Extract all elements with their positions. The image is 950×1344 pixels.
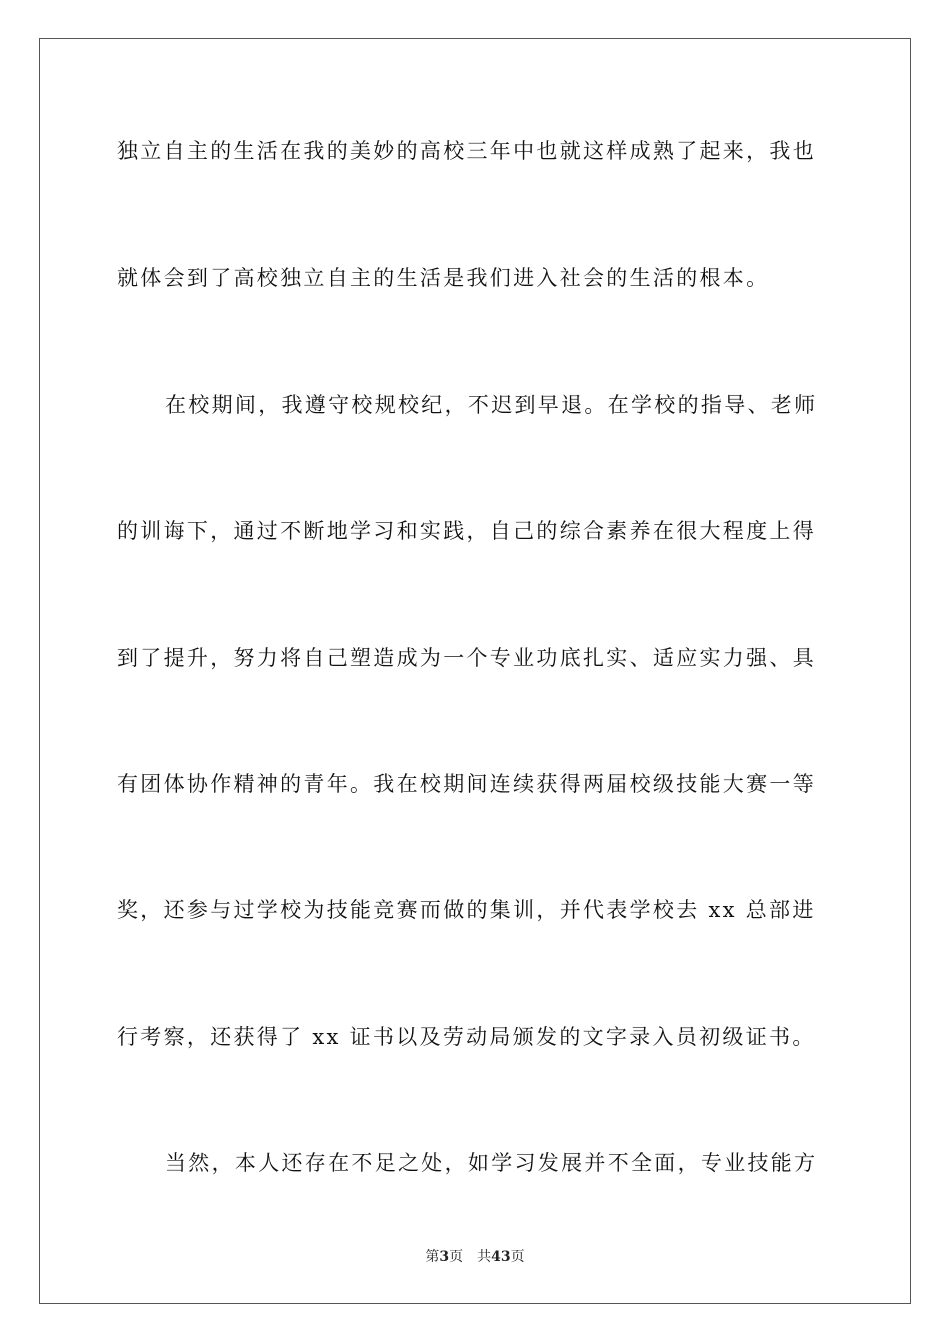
footer-page-prefix: 第 xyxy=(425,1249,440,1265)
body-text-line-6: 有团体协作精神的青年。我在校期间连续获得两届校级技能大赛一等 xyxy=(117,772,816,796)
footer-total-suffix: 页 xyxy=(510,1249,525,1265)
page-footer xyxy=(0,1247,950,1267)
footer-total-prefix: 共 xyxy=(477,1249,492,1265)
footer-page-total: 43 xyxy=(491,1249,511,1265)
body-text-line-1: 独立自主的生活在我的美妙的高校三年中也就这样成熟了起来，我也 xyxy=(117,139,816,163)
body-text-line-8: 行考察，还获得了 xx 证书以及劳动局颁发的文字录入员初级证书。 xyxy=(117,1025,816,1049)
body-text-line-2: 就体会到了高校独立自主的生活是我们进入社会的生活的根本。 xyxy=(117,266,770,290)
footer-page-suffix: 页 xyxy=(449,1249,464,1265)
body-text-line-7: 奖，还参与过学校为技能竞赛而做的集训，并代表学校去 xx 总部进 xyxy=(117,898,816,922)
footer-page-current: 3 xyxy=(439,1249,450,1265)
body-text-line-4: 的训诲下，通过不断地学习和实践，自己的综合素养在很大程度上得 xyxy=(117,519,816,543)
body-text-line-9: 当然，本人还存在不足之处，如学习发展并不全面，专业技能方 xyxy=(165,1151,818,1175)
body-text-line-5: 到了提升，努力将自己塑造成为一个专业功底扎实、适应实力强、具 xyxy=(117,646,816,670)
body-text-line-3: 在校期间，我遵守校规校纪，不迟到早退。在学校的指导、老师 xyxy=(165,393,818,417)
